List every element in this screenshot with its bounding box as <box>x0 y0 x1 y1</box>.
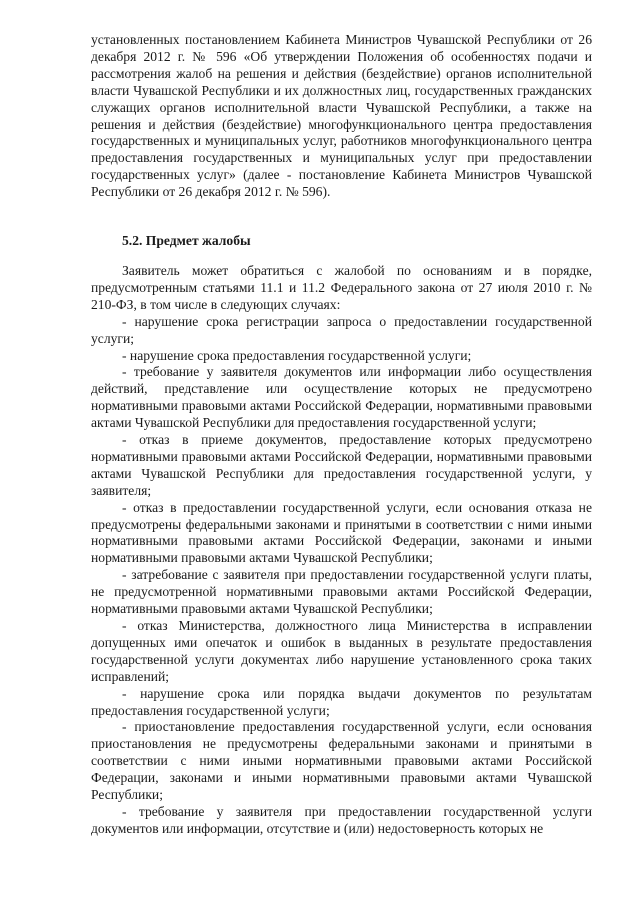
list-item-truncated: - требование у заявителя при предоставлении государственной услуги документов или информации, отсутствие и (или) недостоверность которых не <box>91 803 592 836</box>
list-item: - требование у заявителя документов или информации либо осуществления действий, представление или осуществление которых не предусмотрено нормативными правовыми актами Российской Федерации, нормативными правовыми актами Чувашской Республики для предоставления государственной услуги; <box>91 364 592 431</box>
list-item: - отказ в приеме документов, предоставление которых предусмотрено нормативными правовыми актами Российской Федерации, нормативными правовыми актами Чувашской Республики для предоставления государственной услуги, у заявителя; <box>91 432 592 498</box>
intro-paragraph: установленных постановлением Кабинета Министров Чувашской Республики от 26 декабря 2012 г. № 596 «Об утверждении Положения об особенностях подачи и рассмотрения жалоб на решения и действия (бездействие) органов исполнительной власти Чувашской Республики и их должностных лиц, государственных гражданских служащих органов исполнительной власти Чувашской Республики, а также на решения и действия (бездействие) многофункционального центра предоставления государственных и муниципальных услуг, работников многофункционального центра предоставления государственных и муниципальных услуг при предоставлении государственных услуг» (далее - постановление Кабинета Министров Чувашской Республики от 26 декабря 2012 г. № 596). <box>91 32 592 200</box>
list-item: - нарушение срока или порядка выдачи документов по результатам предоставления государственной услуги; <box>91 685 592 718</box>
list-item: - нарушение срока регистрации запроса о предоставлении государственной услуги; <box>91 313 592 346</box>
list-item: - отказ Министерства, должностного лица Министерства в исправлении допущенных ими опечаток и ошибок в выданных в результате предоставления государственной услуги документах либо нарушение установленного срока таких исправлений; <box>91 618 592 684</box>
section-intro-paragraph: Заявитель может обратиться с жалобой по основаниям и в порядке, предусмотренным статьями 11.1 и 11.2 Федерального закона от 27 июля 2010 г. № 210-ФЗ, в том числе в следующих случаях: <box>91 262 592 312</box>
section-heading: 5.2. Предмет жалобы <box>122 233 251 249</box>
list-item: - отказ в предоставлении государственной услуги, если основания отказа не предусмотрены федеральными законами и принятыми в соответствии с ними иными нормативными правовыми актами Российской Федерации, законами и иными нормативными правовыми актами Чувашской Республики; <box>91 499 592 566</box>
list-item: - затребование с заявителя при предоставлении государственной услуги платы, не предусмотренной нормативными правовыми актами Российской Федерации, нормативными правовыми актами Чувашской Республики; <box>91 567 592 617</box>
list-item: - нарушение срока предоставления государственной услуги; <box>122 347 472 363</box>
list-item: - приостановление предоставления государственной услуги, если основания приостановления не предусмотрены федеральными законами и принятыми в соответствии с ними иными нормативными правовыми актами Российской Федерации, законами и иными нормативными правовыми актами Чувашской Республики; <box>91 719 592 803</box>
